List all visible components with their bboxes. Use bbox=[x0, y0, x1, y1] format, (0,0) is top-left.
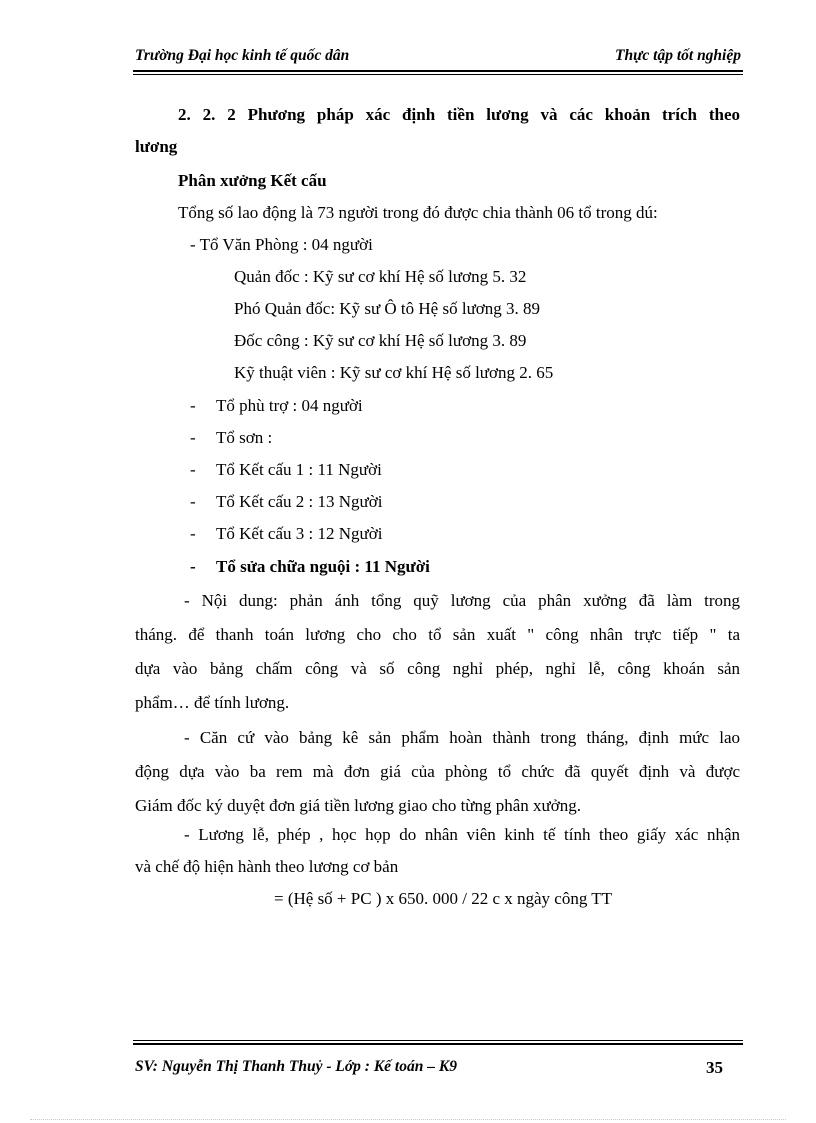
team-item: Tổ Kết cấu 3 : 12 Người bbox=[216, 524, 383, 543]
header-report-type: Thực tập tốt nghiệp bbox=[615, 47, 741, 64]
team-dash: - bbox=[190, 428, 196, 447]
page-number: 35 bbox=[706, 1058, 723, 1077]
paragraph-line: và chế độ hiện hành theo lương cơ bản bbox=[135, 857, 399, 876]
team-dash: - bbox=[190, 524, 196, 543]
paragraph-line: - Căn cứ vào bảng kê sản phẩm hoàn thành trong tháng, định mức lao bbox=[184, 728, 740, 747]
footer-student-info: SV: Nguyễn Thị Thanh Thuỷ - Lớp : Kế toán – K9 bbox=[135, 1058, 457, 1075]
team-item: Tổ phù trợ : 04 người bbox=[216, 396, 363, 415]
footer-rule-thick bbox=[133, 1043, 743, 1045]
paragraph-line: Giám đốc ký duyệt đơn giá tiền lương giao cho từng phân xưởng. bbox=[135, 796, 582, 815]
office-member: Kỹ thuật viên : Kỹ sư cơ khí Hệ số lương 2. 65 bbox=[234, 363, 554, 382]
office-member: Đốc công : Kỹ sư cơ khí Hệ số lương 3. 89 bbox=[234, 331, 527, 350]
footer-rule-thin bbox=[133, 1040, 743, 1041]
office-member: Phó Quản đốc: Kỹ sư Ô tô Hệ số lương 3. 89 bbox=[234, 299, 541, 318]
section-heading-line1: 2. 2. 2 Phương pháp xác định tiền lương và các khoản trích theo bbox=[178, 105, 740, 124]
section-heading-line2: lương bbox=[135, 137, 178, 156]
team-dash: - bbox=[190, 492, 196, 511]
team-item: Tổ sơn : bbox=[216, 428, 273, 447]
paragraph-line: phẩm… để tính lương. bbox=[135, 693, 290, 712]
intro-text: Tổng số lao động là 73 người trong đó được chia thành 06 tổ trong dú: bbox=[178, 203, 658, 222]
team-dash: - bbox=[190, 396, 196, 415]
page-header bbox=[135, 47, 741, 69]
page-bottom-border bbox=[30, 1119, 786, 1120]
team-item: Tổ Kết cấu 2 : 13 Người bbox=[216, 492, 383, 511]
paragraph-line: động dựa vào ba rem mà đơn giá của phòng tổ chức đã quyết định và được bbox=[135, 762, 740, 781]
header-rule-thin bbox=[133, 74, 743, 75]
subheading: Phân xưởng Kết cấu bbox=[178, 171, 327, 190]
header-rule-thick bbox=[133, 70, 743, 72]
team-dash: - bbox=[190, 557, 196, 576]
paragraph-line: dựa vào bảng chấm công và số công nghỉ phép, nghỉ lễ, công khoán sản bbox=[135, 659, 740, 678]
team-dash: - bbox=[190, 460, 196, 479]
paragraph-line: tháng. để thanh toán lương cho cho tổ sản xuất " công nhân trực tiếp " ta bbox=[135, 625, 740, 644]
repair-team: Tổ sửa chữa nguội : 11 Người bbox=[216, 557, 430, 576]
salary-formula: = (Hệ số + PC ) x 650. 000 / 22 c x ngày công TT bbox=[274, 889, 613, 908]
office-team: - Tổ Văn Phòng : 04 người bbox=[190, 235, 373, 254]
paragraph-line: - Nội dung: phản ánh tổng quỹ lương của phân xưởng đã làm trong bbox=[184, 591, 740, 610]
header-school: Trường Đại học kinh tế quốc dân bbox=[135, 47, 350, 64]
office-member: Quản đốc : Kỹ sư cơ khí Hệ số lương 5. 32 bbox=[234, 267, 527, 286]
paragraph-line: - Lương lễ, phép , học họp do nhân viên kinh tế tính theo giấy xác nhận bbox=[184, 825, 740, 844]
team-item: Tổ Kết cấu 1 : 11 Người bbox=[216, 460, 382, 479]
